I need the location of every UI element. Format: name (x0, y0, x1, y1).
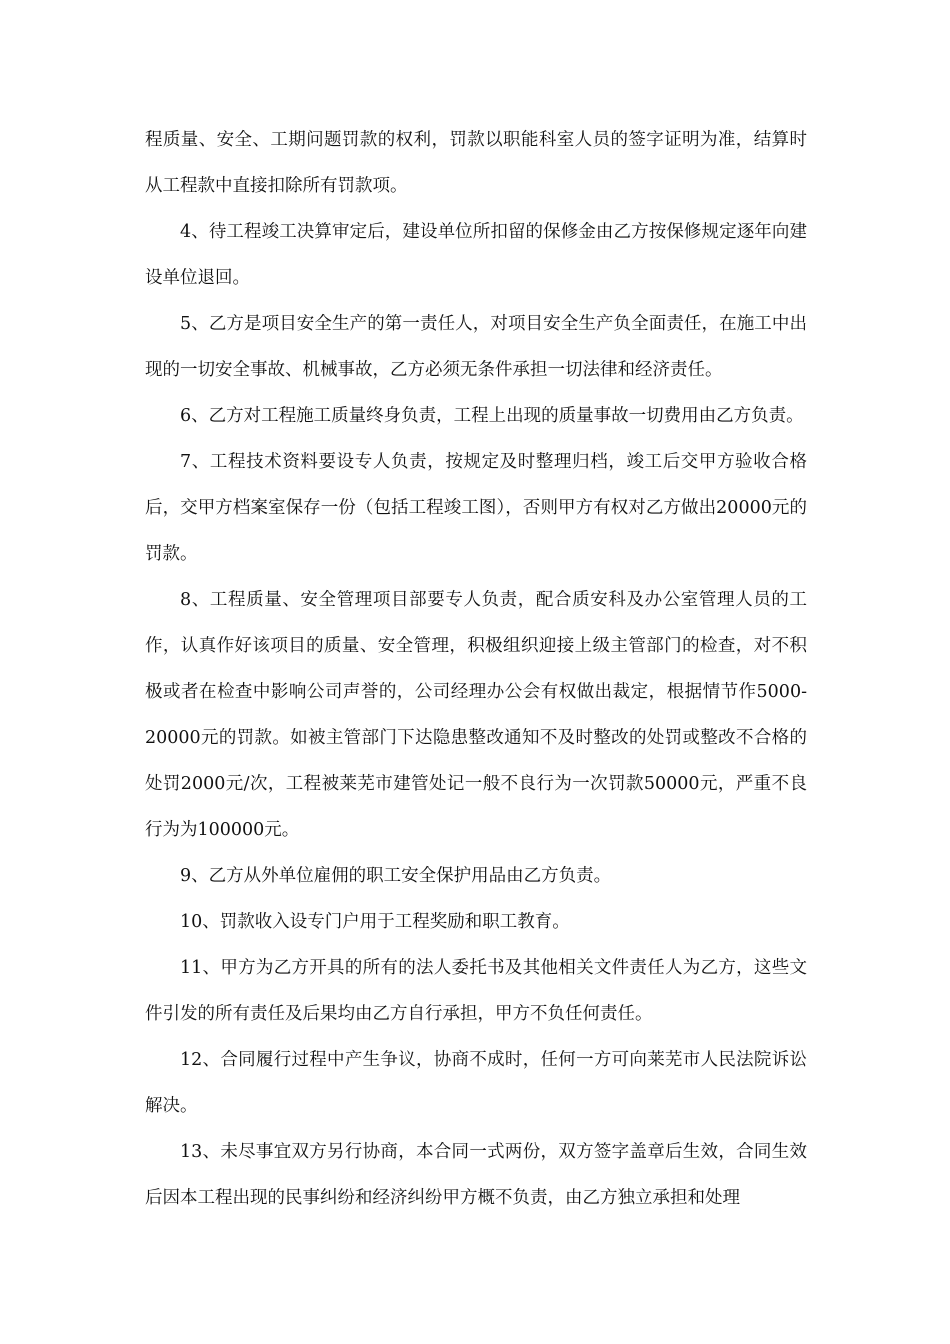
clause-7: 7、工程技术资料要设专人负责，按规定及时整理归档，竣工后交甲方验收合格后，交甲方档案室保存一份（包括工程竣工图），否则甲方有权对乙方做出20000元的罚款。 (145, 452, 807, 564)
clause-8: 8、工程质量、安全管理项目部要专人负责，配合质安科及办公室管理人员的工作，认真作好该项目的质量、安全管理，积极组织迎接上级主管部门的检查，对不积极或者在检查中影响公司声誉的，公司经理办公会有权做出裁定，根据情节作5000-20000元的罚款。如被主管部门下达隐患整改通知不及时整改的处罚或整改不合格的处罚2000元/次，工程被莱芜市建管处记一般不良行为一次罚款50000元，严重不良行为为100000元。 (145, 590, 807, 840)
document-body (145, 117, 807, 1221)
clause-13: 13、未尽事宜双方另行协商，本合同一式两份，双方签字盖章后生效，合同生效后因本工程出现的民事纠纷和经济纠纷甲方概不负责，由乙方独立承担和处理 (145, 1142, 807, 1208)
clause-11: 11、甲方为乙方开具的所有的法人委托书及其他相关文件责任人为乙方，这些文件引发的所有责任及后果均由乙方自行承担，甲方不负任何责任。 (145, 958, 807, 1024)
clause-9: 9、乙方从外单位雇佣的职工安全保护用品由乙方负责。 (180, 866, 612, 886)
clause-12: 12、合同履行过程中产生争议，协商不成时，任何一方可向莱芜市人民法院诉讼解决。 (145, 1050, 807, 1116)
clause-10: 10、罚款收入设专门户用于工程奖励和职工教育。 (180, 912, 570, 932)
clause-6: 6、乙方对工程施工质量终身负责，工程上出现的质量事故一切费用由乙方负责。 (180, 406, 804, 426)
clause-4: 4、待工程竣工决算审定后，建设单位所扣留的保修金由乙方按保修规定逐年向建设单位退回。 (145, 222, 807, 288)
clause-5: 5、乙方是项目安全生产的第一责任人，对项目安全生产负全面责任，在施工中出现的一切安全事故、机械事故，乙方必须无条件承担一切法律和经济责任。 (145, 314, 807, 380)
paragraph-continuation: 程质量、安全、工期问题罚款的权利，罚款以职能科室人员的签字证明为准，结算时从工程款中直接扣除所有罚款项。 (145, 130, 807, 196)
